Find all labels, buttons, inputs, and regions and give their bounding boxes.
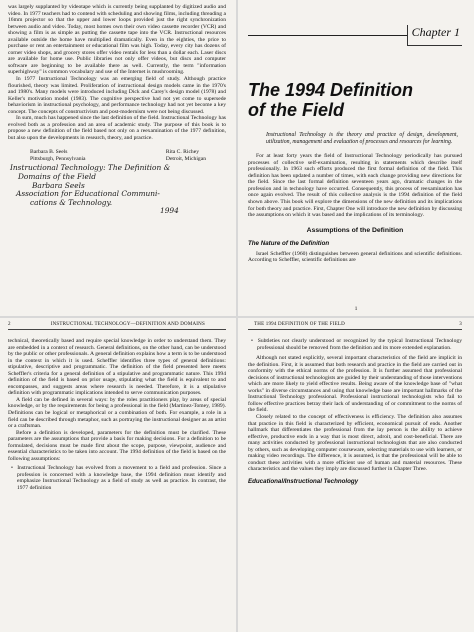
page-number: 1 bbox=[354, 306, 358, 312]
subsection-heading: The Nature of the Definition bbox=[248, 239, 330, 247]
preface-paragraph-1: was largely supplanted by videotape which is currently being supplanted by digitized audio and video. In 1977 teachers had to contend with scheduling and showing films, including threading a 16mm projector so that the upper and lower loops provided just the right synchronization between audio and video. Today, most homes own their own video cassette recorder (VCR) and showing a film is as simple as putting the cassette tape into the VCR. Instructional resources available outside the home have multiplied dramatically. Even in the eighties, the price to purchase or rent an entertainment or educational film was high. Today, every city has dozens of corner video shops, and grocery stores offer video rentals for less than a dollar each. Laser discs are available for home use. Public libraries not only offer videos, but discs and computer software are beginning to be available there as well. Currently, the term "information superhighway" is common vocabulary and use of the Internet is mushrooming. bbox=[8, 4, 226, 76]
chapter-paragraph-2: Israel Scheffler (1960) distinguishes between general definitions and scientific definitions. According to Scheffler, scientific definitions are bbox=[248, 250, 462, 264]
handwritten-line-1: Instructional Technology: The Definition & bbox=[10, 163, 171, 173]
assumption-list bbox=[248, 338, 462, 351]
running-head bbox=[248, 322, 462, 330]
chapter-header bbox=[248, 0, 462, 46]
page-2 bbox=[0, 318, 236, 632]
bullet-icon: • bbox=[251, 338, 258, 344]
page-3-paragraph-1: Although not stated explicitly, several important characteristics of the field are implicit in the definition. First, it is assumed that both research and practice in the field are carried out in conformity with the ethical norms of the profession. It is further assumed that professional decisions of instructional technologists are guided by their understanding of those interventions which are more likely to yield effective results. Being aware of the knowledge base of "what works" in diverse circumstances and using that knowledge base are important hallmarks of the Instructional Technology professional. Professional instructional technologists who fail to follow effective practices betray their lack of understanding of or commitment to the norms of the field. bbox=[248, 355, 462, 414]
section-heading: Assumptions of the Definition bbox=[306, 226, 404, 234]
definition-statement: Instructional Technology is the theory and practice of design, development, utilization, management and evaluation of processes and resources for learning. bbox=[266, 132, 458, 145]
signature-right-name: Rita C. Richey bbox=[165, 149, 199, 156]
handwritten-line-4: Association for Educational Communi- bbox=[16, 189, 160, 199]
page-2-paragraph-2: A field can be defined in several ways: by the roles practitioners play, by areas of special knowledge, or by the requirements for being a professional in the field (Martinez-Tomey, 1989). Definitions can be logical or metaphorical or a combination of both. For example, a role in a field can be described through metaphor, such as portraying the instructional designer as an artist or a craftsman. bbox=[8, 396, 226, 430]
assumption-text: Subtleties not clearly understood or recognized by the typical Instructional Technology professional should be removed from the definition and its more extended explanation. bbox=[257, 338, 462, 351]
preface-paragraph-2: In 1977 Instructional Technology was an emerging field of study. Although practice flourished, theory was limited. Proliferation of instructional design models came in the 1970's and 1980's. Many models were introduced including Dick and Carey's design model (1978) and Keller's motivation model (1983). The cognitive perspective had not yet come to supersede behaviorism in instructional psychology, and performance technology had not yet become a key concept. The concepts of constructivism and post-modernism were not being discussed. bbox=[8, 76, 226, 115]
page-2-paragraph-1: technical, theoretically based and require special knowledge in order to understand them. They are embedded in a context of research. General definitions, on the other hand, can be understood by the public or other professionals. A general definition explains how a term is to be understood in the context in which it is used. Scheffler identifies three types of general definitions: stipulative, descriptive and programmatic. The definition of the field presented here meets Scheffler's criteria for a general definition of a stipulative and programmatic nature. This 1994 definition of the field is based on prior usage, stipulating what the field is equivalent to and encompasses, and suggests areas where research is needed. Therefore, it is a stipulative definition with programmatic implications intended to serve communication purposes. bbox=[8, 338, 226, 397]
page-3 bbox=[238, 318, 474, 632]
chapter-title bbox=[248, 80, 462, 120]
chapter-body-2 bbox=[248, 251, 462, 264]
page-2-paragraph-3: Before a definition is developed, parameters for the definition must be clarified. These parameters are the assumptions that provide a basis for making decisions. For a definition to be formulated, decisions must be made first about the scope, purpose, viewpoint, audience and essential characteristics to be taken into account. The 1994 definition of the field is based on the following assumptions: bbox=[8, 429, 226, 462]
handwritten-line-5: cations & Technology. bbox=[30, 197, 113, 207]
handwritten-line-3: Barbara Seels bbox=[32, 180, 85, 190]
page-chapter-opener bbox=[238, 0, 474, 316]
signature-left-place: Pittsburgh, Pennsylvania bbox=[30, 155, 86, 162]
handwritten-line-2: Domains of the Field bbox=[18, 172, 97, 182]
assumption-item bbox=[251, 338, 462, 351]
running-head-title: THE 1994 DEFINITION OF THE FIELD bbox=[254, 322, 345, 327]
preface-paragraph-3: In sum, much has happened since the last definition of the field. Instructional Technology has evolved both as a profession and an area of academic study. The purpose of this book is to propose a new definition of the field based not only on a reexamination of the 1977 definition, but also upon the developments in research, theory, and practice. bbox=[8, 115, 226, 141]
signature-left bbox=[30, 149, 86, 162]
assumption-list bbox=[8, 465, 226, 491]
signature-right-place: Detroit, Michigan bbox=[165, 155, 206, 162]
page-preface-end bbox=[0, 0, 236, 316]
chapter-paragraph-1: For at least forty years the field of Instructional Technology periodically has pursued processes of collective self-examination, resulting in statements which describe itself professionally. In 1963 such efforts produced the first formal definition of the field. This definition has been updated a number of times, with each change providing new directions for the field. Since the last formal definition seventeen years ago, dramatic changes in the profession and in technology have occurred. Consequently, this process of reexamination has once again evolved. The result of this collective analysis is the 1994 definition of the field shown above. This book will explore the dimensions of the new definition and its implications for both theory and practice. First, Chapter One will introduce the new definition by discussing the assumptions on which it was based and the implications of its terminology. bbox=[248, 153, 462, 219]
page-3-paragraph-2: Closely related to the concept of effectiveness is efficiency. The definition also assumes that practice in this field is characterized by efficient, economical pursuit of ends. Another hallmark that differentiates the professional from the lay person is the ability to achieve effective, productive ends in a way that is most direct, adroit, and cost-beneficial. There are many activities conducted by professional instructional technologists that are also conducted by others, such as developing computer courseware, selecting materials to use with learners, or making video recordings. The difference, it is assumed, is that the professional will be able to conduct these activities with a more efficient use of human and material resources. These characteristics and the values they imply are discussed further in Chapter Three. bbox=[248, 414, 462, 473]
handwritten-note bbox=[10, 164, 226, 216]
chapter-title-line-2: of the Field bbox=[248, 100, 344, 120]
handwritten-line-6: 1994 bbox=[160, 206, 179, 216]
closing-heading: Educational/Instructional Technology bbox=[248, 477, 359, 485]
chapter-body bbox=[248, 153, 462, 218]
running-head-title: INSTRUCTIONAL TECHNOLOGY—DEFINITION AND DOMAINS bbox=[50, 322, 205, 327]
chapter-label: Chapter 1 bbox=[407, 25, 462, 46]
assumption-item bbox=[11, 465, 226, 492]
signature-block bbox=[30, 149, 206, 162]
signature-right bbox=[166, 149, 206, 162]
page-3-body bbox=[248, 355, 462, 473]
bullet-icon: • bbox=[11, 465, 18, 472]
page-number: 3 bbox=[459, 322, 462, 327]
signature-left-name: Barbara B. Seels bbox=[30, 149, 68, 156]
page-2-body bbox=[8, 338, 226, 462]
chapter-rule bbox=[248, 35, 407, 36]
assumption-text: Instructional Technology has evolved from a movement to a field and profession. Since a profession is concerned with a knowledge base, the 1994 definition must identify and emphasize Instructional Technology as a field of study as well as practice. In contrast, the 1977 definition bbox=[17, 465, 226, 492]
chapter-title-line-1: The 1994 Definition bbox=[248, 80, 414, 100]
page-number: 2 bbox=[8, 322, 11, 327]
running-head bbox=[8, 322, 226, 330]
preface-body bbox=[8, 4, 226, 141]
